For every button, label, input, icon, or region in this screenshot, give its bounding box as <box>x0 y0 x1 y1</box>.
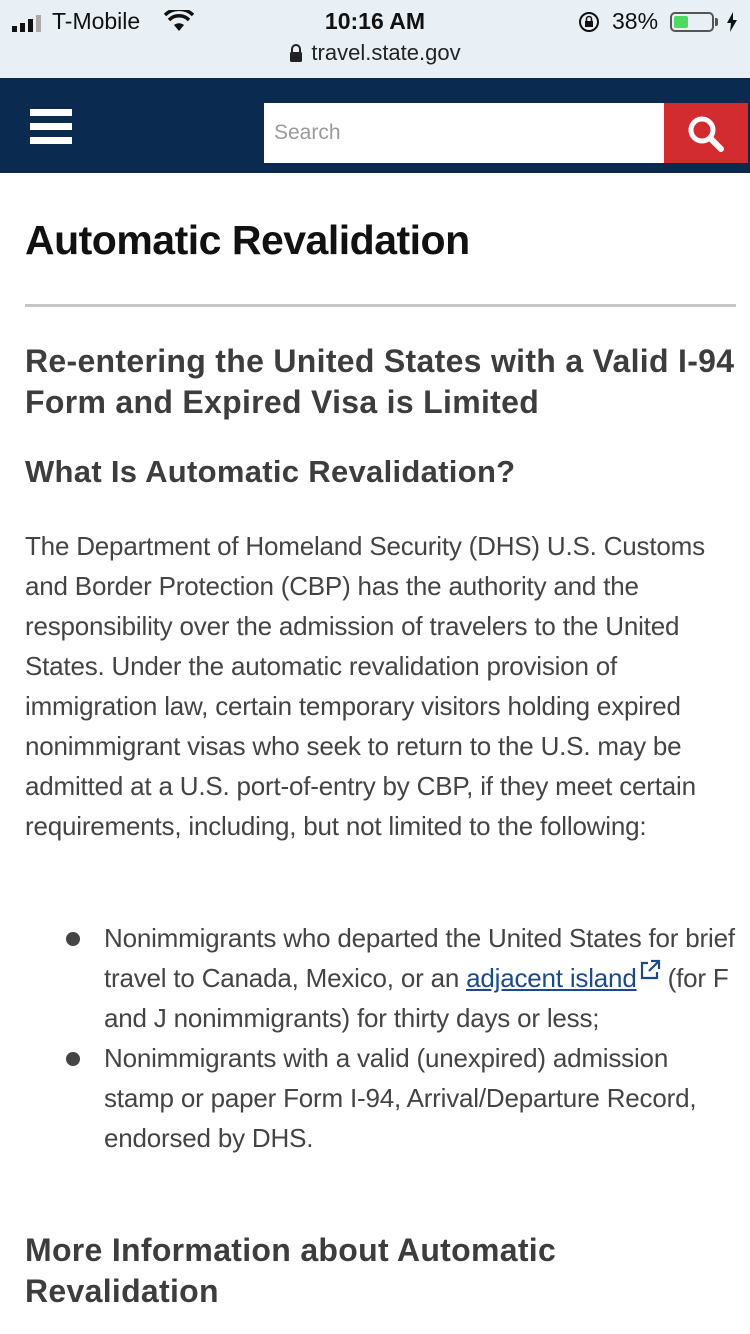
bullet-dot <box>66 932 80 946</box>
external-link-icon[interactable] <box>639 959 661 981</box>
hamburger-menu-icon <box>30 109 72 116</box>
hamburger-menu-button[interactable] <box>30 109 72 145</box>
list-item <box>60 1038 740 1158</box>
battery-percent: 38% <box>612 8 659 34</box>
clock-time: 10:16 AM <box>324 8 426 34</box>
rotation-lock-icon <box>578 11 600 33</box>
adjacent-island-link[interactable]: adjacent island <box>466 963 637 993</box>
section-heading: Re-entering the United States with a Valid I-94 Form and Expired Visa is Limited <box>25 343 735 420</box>
list-item-text-after: (for F and J nonimmigrants) for thirty days or less; <box>104 963 729 1033</box>
sub-heading: What Is Automatic Revalidation? <box>25 454 516 489</box>
page-title: Automatic Revalidation <box>25 217 470 263</box>
intro-paragraph: The Department of Homeland Security (DHS) U.S. Customs and Border Protection (CBP) has the authority and the responsibility over the admission of travelers to the United States. Under the automatic revalidation provision of immigration law, certain temporary visitors holding expired nonimmigrant visas who seek to return to the U.S. may be admitted at a U.S. port-of-entry by CBP, if they meet certain requirements, including, but not limited to the following: <box>25 531 705 841</box>
hamburger-menu-icon-bar <box>30 137 72 144</box>
search-input[interactable] <box>264 103 664 163</box>
search-icon <box>686 115 726 153</box>
url-text: travel.state.gov <box>311 40 461 65</box>
battery-icon <box>670 12 714 32</box>
carrier-name: T-Mobile <box>52 8 141 34</box>
more-info-heading: More Information about Automatic Revalidation <box>25 1232 557 1309</box>
site-header <box>0 78 750 173</box>
requirements-list <box>60 918 740 1158</box>
search-button[interactable] <box>664 103 748 163</box>
status-bar <box>0 0 750 78</box>
charging-icon <box>726 12 738 32</box>
title-divider <box>25 304 736 307</box>
list-item <box>60 918 740 1038</box>
hamburger-menu-icon-bar <box>30 123 72 130</box>
address-bar[interactable] <box>0 40 750 70</box>
list-item-text: Nonimmigrants with a valid (unexpired) admission stamp or paper Form I-94, Arrival/Departure Record, endorsed by DHS. <box>104 1043 697 1153</box>
battery-tip <box>715 18 718 26</box>
list-item-text-before: Nonimmigrants who departed the United States for brief travel to Canada, Mexico, or an <box>104 923 735 993</box>
padlock-icon <box>289 44 303 62</box>
bullet-dot <box>66 1052 80 1066</box>
